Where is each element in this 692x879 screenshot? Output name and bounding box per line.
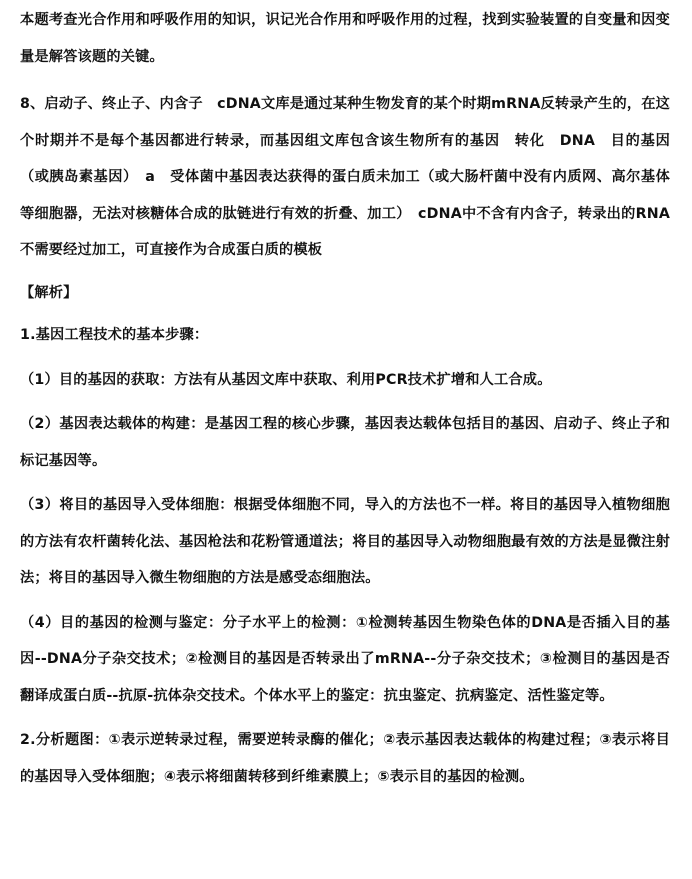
- step-4-paragraph: （4）目的基因的检测与鉴定：分子水平上的检测：①检测转基因生物染色体的DNA是否插入目的基因--DNA分子杂交技术；②检测目的基因是否转录出了mRNA--分子杂交技术；③检测目的基因是否翻译成蛋白质--抗原-抗体杂交技术。个体水平上的鉴定：抗虫鉴定、抗病鉴定、活性鉴定等。: [20, 614, 670, 704]
- step-2-paragraph: （2）基因表达载体的构建：是基因工程的核心步骤，基因表达载体包括目的基因、启动子、终止子和标记基因等。: [20, 416, 670, 469]
- step-1-paragraph: （1）目的基因的获取：方法有从基因文库中获取、利用PCR技术扩增和人工合成。: [20, 371, 552, 388]
- figure-analysis-paragraph: 2.分析题图：①表示逆转录过程，需要逆转录酶的催化；②表示基因表达载体的构建过程；③表示将目的基因导入受体细胞；④表示将细菌转移到纤维素膜上；⑤表示目的基因的检测。: [20, 732, 670, 785]
- answer-8-paragraph: 8、启动子、终止子、内含子 cDNA文库是通过某种生物发育的某个时期mRNA反转录产生的，在这个时期并不是每个基因都进行转录，而基因组文库包含该生物所有的基因 转化 DNA 目的基因（或胰岛素基因） a 受体菌中基因表达获得的蛋白质未加工（或大肠杆菌中没有内质网、高尔基体等细胞器，无法对核糖体合成的肽链进行有效的折叠、加工） cDNA中不含有内含子，转录出的RNA不需要经过加工，可直接作为合成蛋白质的模板: [20, 96, 671, 258]
- summary-paragraph: 本题考查光合作用和呼吸作用的知识，识记光合作用和呼吸作用的过程，找到实验装置的自变量和因变量是解答该题的关键。: [20, 12, 670, 65]
- analysis-heading: 【解析】: [20, 284, 78, 301]
- steps-heading: 1.基因工程技术的基本步骤：: [20, 327, 209, 343]
- step-3-paragraph: （3）将目的基因导入受体细胞：根据受体细胞不同，导入的方法也不一样。将目的基因导入植物细胞的方法有农杆菌转化法、基因枪法和花粉管通道法；将目的基因导入动物细胞最有效的方法是显微注射法；将目的基因导入微生物细胞的方法是感受态细胞法。: [20, 497, 670, 586]
